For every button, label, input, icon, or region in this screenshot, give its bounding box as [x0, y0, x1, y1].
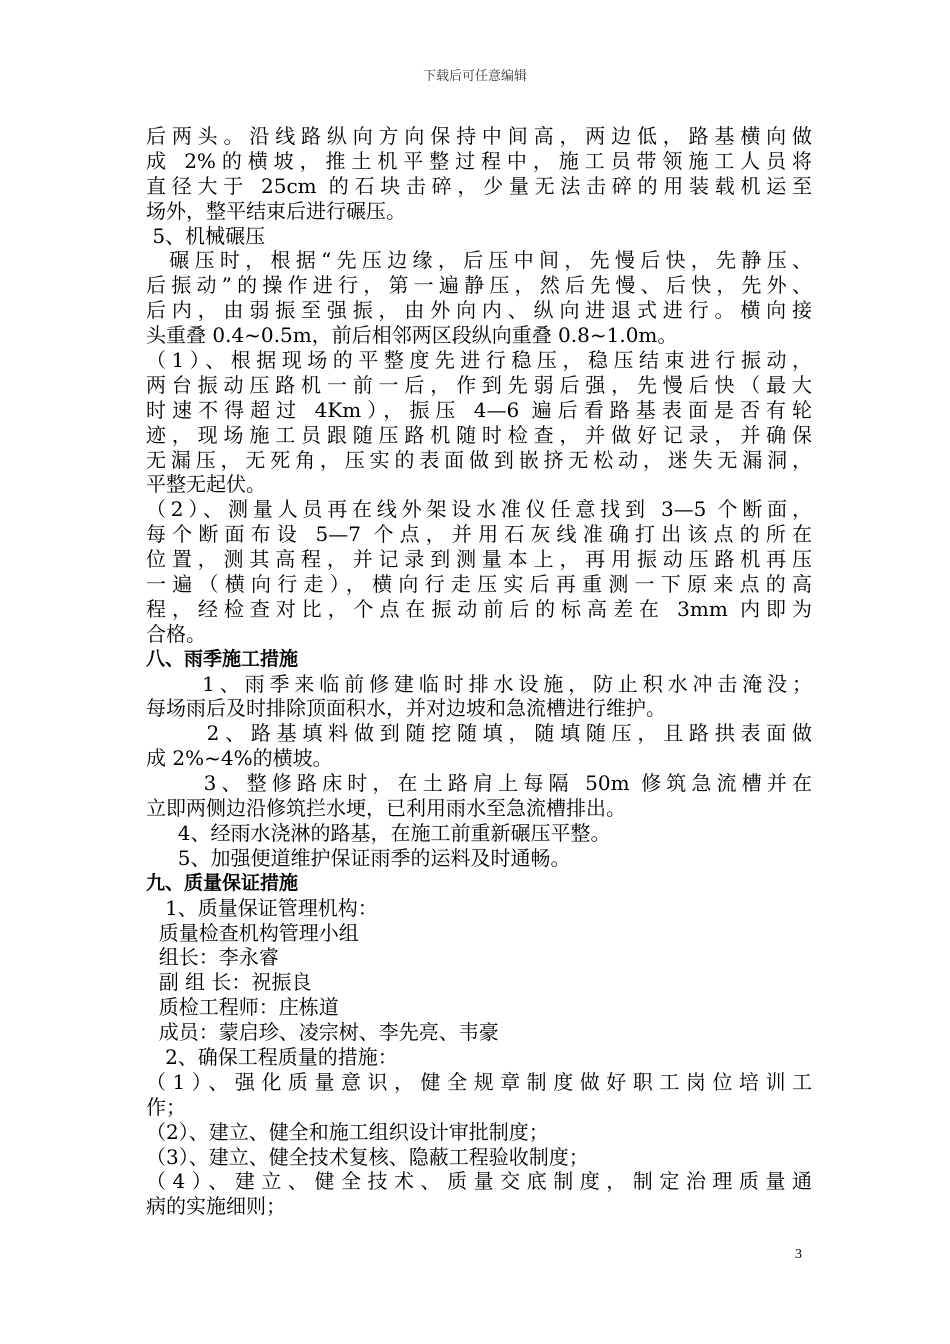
text-line: 2、路基填料做到随挖随填，随填随压，且路拱表面做 — [146, 721, 812, 746]
text-line: 位置，测其高程，并记录到测量本上，再用振动压路机再压 — [146, 547, 812, 572]
text-line: 碾压时，根据“先压边缘，后压中间，先慢后快，先静压、 — [146, 248, 812, 273]
text-line: 每个断面布设 5—7 个点，并用石灰线准确打出该点的所在 — [146, 522, 812, 547]
text-line: 每场雨后及时排除顶面积水，并对边坡和急流槽进行维护。 — [146, 696, 666, 721]
text-line: 成员：蒙启珍、凌宗树、李先亮、韦豪 — [146, 1020, 499, 1045]
section-heading: 九、质量保证措施 — [146, 871, 299, 894]
document-body — [146, 124, 812, 1219]
text-line: （2）、测量人员再在线外架设水准仪任意找到 3—5 个断面， — [146, 497, 812, 522]
text-line: （3）、建立、健全技术复核、隐蔽工程验收制度； — [146, 1144, 589, 1169]
text-line: 1、雨季来临前修建临时排水设施，防止积水冲击淹没； — [146, 671, 812, 696]
text-line: 场外，整平结束后进行碾压。 — [146, 198, 406, 223]
page-number: 3 — [795, 1247, 802, 1262]
text-line: 时速不得超过 4Km），振压 4—6 遍后看路基表面是否有轮 — [146, 397, 812, 422]
text-line: 4、经雨水浇淋的路基，在施工前重新碾压平整。 — [146, 820, 611, 845]
text-line: 5、加强便道维护保证雨季的运料及时通畅。 — [146, 845, 571, 870]
text-line: （1）、强化质量意识，健全规章制度做好职工岗位培训工 — [146, 1069, 812, 1094]
text-line: 5、机械碾压 — [146, 223, 266, 248]
text-line: 质检工程师：庄栋道 — [146, 995, 339, 1020]
text-line: 质量检查机构管理小组 — [146, 920, 359, 945]
section-heading: 八、雨季施工措施 — [146, 647, 299, 670]
text-line: 直径大于 25cm 的石块击碎，少量无法击碎的用装载机运至 — [146, 173, 812, 198]
text-line: 合格。 — [146, 621, 206, 646]
page-header: 下载后可任意编辑 — [422, 69, 527, 84]
text-line: 立即两侧边沿修筑拦水埂，已利用雨水至急流槽排出。 — [146, 796, 626, 821]
text-line: 作； — [146, 1094, 186, 1119]
text-line: 一遍（横向行走），横向行走压实后再重测一下原来点的高 — [146, 572, 812, 597]
text-line: 病的实施细则； — [146, 1194, 286, 1219]
text-line: 3、整修路床时，在土路肩上每隔 50m 修筑急流槽并在 — [146, 771, 812, 796]
text-line: 平整无起伏。 — [146, 472, 266, 497]
text-line: 成 2%的横坡，推土机平整过程中，施工员带领施工人员将 — [146, 148, 812, 173]
text-line: 组长：李永睿 — [146, 945, 279, 970]
text-line: （1）、根据现场的平整度先进行稳压，稳压结束进行振动， — [146, 348, 812, 373]
text-line: 程，经检查对比，个点在振动前后的标高差在 3mm 内即为 — [146, 596, 812, 621]
text-line: 无漏压，无死角，压实的表面做到嵌挤无松动，迷失无漏洞， — [146, 447, 812, 472]
text-line: 后两头。沿线路纵向方向保持中间高，两边低，路基横向做 — [146, 124, 812, 148]
text-line: 后内，由弱振至强振，由外向内、纵向进退式进行。横向接 — [146, 298, 812, 323]
text-line: 副 组 长：祝振良 — [146, 970, 312, 995]
text-line: 2、确保工程质量的措施： — [146, 1044, 398, 1069]
text-line: 成 2%~4%的横坡。 — [146, 746, 333, 771]
text-line: 两台振动压路机一前一后，作到先弱后强，先慢后快（最大 — [146, 372, 812, 397]
text-line: （2）、建立、健全和施工组织设计审批制度； — [146, 1119, 549, 1144]
text-line: 1、质量保证管理机构： — [146, 895, 378, 920]
text-line: 头重叠 0.4~0.5m，前后相邻两区段纵向重叠 0.8~1.0m。 — [146, 323, 678, 348]
text-line: 迹，现场施工员跟随压路机随时检查，并做好记录，并确保 — [146, 422, 812, 447]
text-line: 后振动”的操作进行，第一遍静压，然后先慢、后快，先外、 — [146, 273, 812, 298]
text-line: （4）、建立、健全技术、质量交底制度，制定治理质量通 — [146, 1169, 812, 1194]
